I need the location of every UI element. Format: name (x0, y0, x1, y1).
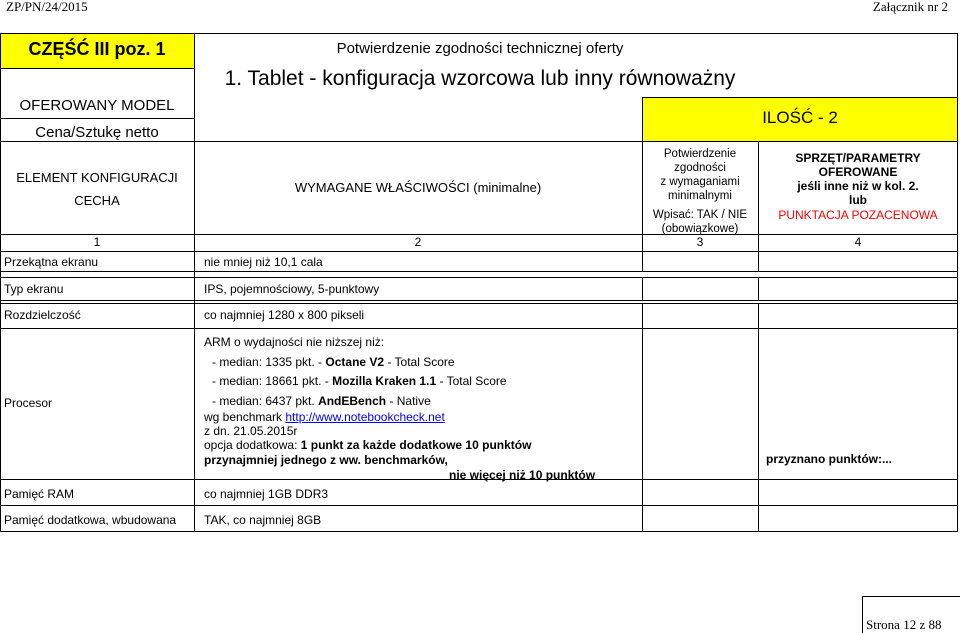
benchmark-andebench: - median: 6437 pkt. AndEBench - Native (212, 393, 431, 408)
benchmark-kraken: - median: 18661 pkt. - Mozilla Kraken 1.1 - Total Score (212, 374, 507, 388)
ram-value: co najmniej 1GB DDR3 (204, 487, 329, 501)
screen-type-value: IPS, pojemnościowy, 5-punktowy (204, 282, 380, 296)
benchmark-date: z dn. 21.05.2015r (204, 423, 298, 438)
screen-size-label: Przekątna ekranu (4, 255, 99, 269)
rule (0, 118, 194, 119)
processor-intro: ARM o wydajności nie niższej niż: (204, 335, 385, 349)
option-benchmarks: przynajmniej jednego z ww. benchmarków, (204, 452, 448, 467)
rule (0, 531, 958, 532)
attachment-number: Załącznik nr 2 (872, 0, 948, 14)
confirmation-header: Potwierdzenie zgodności z wymaganiami minimalnymi Wpisać: TAK / NIE (obowiązkowe) (652, 148, 748, 235)
rule (0, 505, 958, 506)
rule (642, 303, 643, 531)
rule (0, 277, 958, 278)
column-number: 2 (414, 235, 422, 249)
document-reference: ZP/PN/24/2015 (6, 0, 88, 14)
element-header: ELEMENT KONFIGURACJI (16, 170, 178, 185)
rule (194, 33, 195, 531)
rule (0, 141, 958, 142)
item-title: 1. Tablet - konfiguracja wzorcowa lub inny równoważny (224, 67, 736, 90)
notebookcheck-link[interactable]: http://www.notebookcheck.net (285, 409, 445, 424)
rule (0, 68, 194, 69)
benchmark-source: wg benchmark http://www.notebookcheck.net (204, 409, 445, 424)
rule (0, 303, 958, 304)
storage-label: Pamięć dodatkowa, wbudowana (4, 513, 177, 527)
storage-value: TAK, co najmniej 8GB (204, 513, 322, 527)
column-number: 3 (696, 235, 704, 249)
processor-label: Procesor (4, 396, 53, 410)
feature-header: CECHA (74, 193, 120, 208)
offered-params-header: SPRZĘT/PARAMETRY OFEROWANE jeśli inne niż w kol. 2. lub PUNKTACJA POZACENOWA (778, 151, 938, 222)
resolution-label: Rozdzielczość (4, 308, 81, 322)
rule (0, 300, 958, 301)
rule (642, 251, 643, 271)
offered-model-label: OFEROWANY MODEL (19, 97, 175, 114)
column-number: 1 (93, 235, 101, 249)
screen-size-value: nie mniej niż 10,1 cala (204, 255, 323, 269)
benchmark-octane: - median: 1335 pkt. - Octane V2 - Total Score (212, 354, 455, 369)
rule (0, 33, 958, 34)
rule (642, 277, 643, 300)
option-limit: nie więcej niż 10 punktów (449, 467, 596, 482)
resolution-value: co najmniej 1280 x 800 pikseli (204, 308, 365, 322)
requirements-header: WYMAGANE WŁAŚCIWOŚCI (minimalne) (294, 180, 542, 195)
column-number: 4 (854, 235, 862, 249)
confirmation-title: Potwierdzenie zgodności technicznej oferty (336, 40, 624, 57)
rule (862, 596, 960, 597)
unit-price-label: Cena/Sztukę netto (35, 124, 159, 141)
processor-requirements (204, 333, 640, 483)
rule (862, 596, 863, 633)
part-title: CZĘŚĆ III poz. 1 (28, 39, 166, 59)
option-points: opcja dodatkowa: 1 punkt za każde dodatkowe 10 punktów (204, 437, 532, 452)
quantity-label: ILOŚĆ - 2 (762, 108, 838, 127)
page-number: Strona 12 z 88 (866, 617, 942, 632)
rule (758, 303, 759, 531)
rule (758, 277, 759, 300)
rule (758, 251, 759, 271)
awarded-points: przyznano punktów:... (766, 452, 892, 466)
screen-type-label: Typ ekranu (4, 282, 64, 296)
ram-label: Pamięć RAM (4, 487, 75, 501)
rule (0, 271, 958, 272)
rule (642, 97, 958, 98)
rule (0, 328, 958, 329)
rule (0, 251, 958, 252)
